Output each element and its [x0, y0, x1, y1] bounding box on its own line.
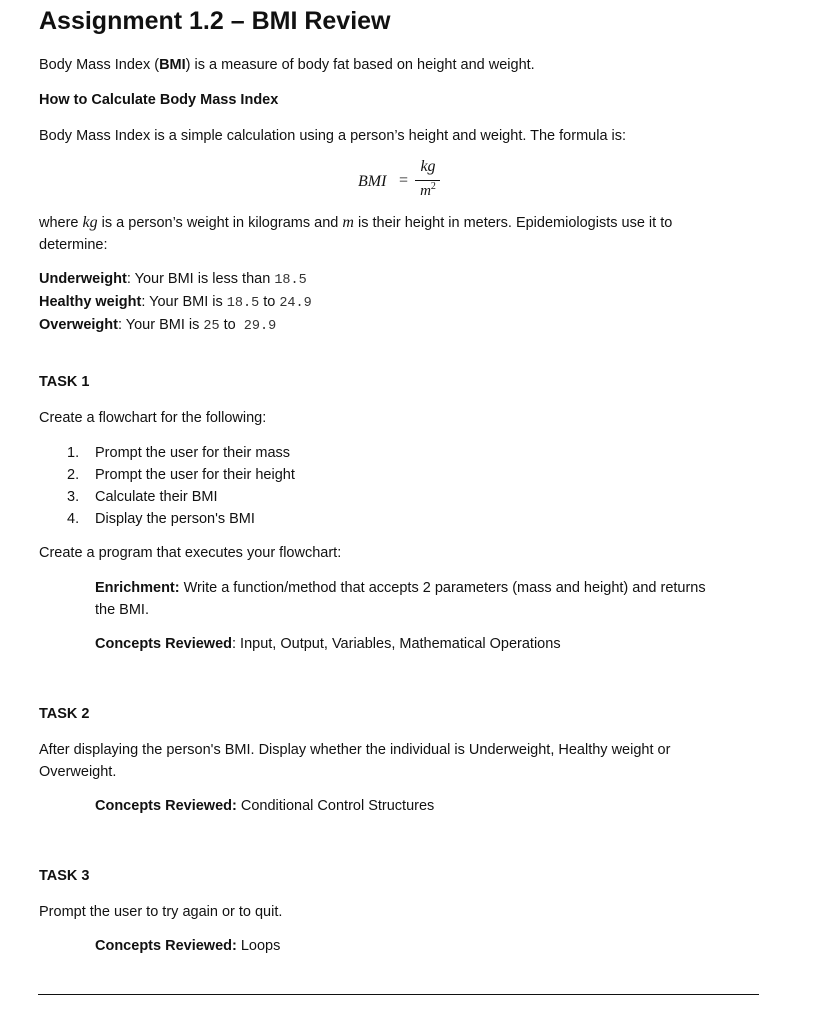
step-number: 1.: [67, 445, 80, 461]
category-label: Underweight: [39, 271, 127, 287]
concepts-label: Concepts Reviewed: [95, 636, 232, 652]
category-label: Healthy weight: [39, 294, 142, 310]
task2-line1: After displaying the person's BMI. Display whether the individual is Underweight, Healthy weight or: [39, 742, 671, 758]
where-paragraph: [39, 214, 672, 232]
bottom-rule: [38, 994, 759, 995]
step-number: 3.: [67, 489, 80, 505]
intro-bold: BMI: [159, 57, 186, 73]
formula-lhs: BMI: [358, 173, 387, 190]
task3-line1: Prompt the user to try again or to quit.: [39, 904, 283, 920]
category-text: : Your BMI is: [117, 317, 204, 333]
bmi-formula: [356, 160, 456, 200]
where-kg: kg: [82, 214, 98, 231]
where-m: m: [342, 214, 354, 231]
category-label: Overweight: [39, 317, 118, 333]
intro-paragraph: [39, 57, 535, 73]
category-overweight: [39, 317, 276, 334]
category-value-low: 25: [203, 319, 220, 334]
task3-concepts: [95, 938, 280, 954]
where-pre: where: [39, 215, 83, 231]
step-number: 2.: [67, 467, 80, 483]
formula-denominator-base: m: [420, 183, 431, 199]
formula-equals: =: [399, 172, 409, 189]
task3-heading: TASK 3: [39, 868, 90, 884]
enrichment-text: Write a function/method that accepts 2 parameters (mass and height) and returns: [179, 580, 706, 596]
formula-exponent: 2: [430, 181, 436, 192]
category-joiner: to: [219, 317, 244, 333]
intro-post: ) is a measure of body fat based on height and weight.: [185, 57, 535, 73]
step-text: Display the person's BMI: [95, 511, 255, 527]
intro-pre: Body Mass Index (: [39, 57, 160, 73]
category-value-high: 29.9: [243, 319, 277, 334]
where-post: is their height in meters. Epidemiologists use it to: [353, 215, 673, 231]
concepts-label: Concepts Reviewed:: [95, 938, 237, 954]
step-text: Prompt the user for their height: [95, 467, 295, 483]
enrichment-label: Enrichment:: [95, 580, 180, 596]
where-line2: determine:: [39, 237, 108, 253]
step-number: 4.: [67, 511, 80, 527]
task1-enrichment-line2: the BMI.: [95, 602, 149, 618]
category-underweight: [39, 271, 307, 288]
category-value-high: 24.9: [279, 296, 312, 311]
formula-denominator: [415, 181, 441, 200]
step-text: Calculate their BMI: [95, 489, 218, 505]
formula-intro: Body Mass Index is a simple calculation using a person’s height and weight. The formula is:: [39, 128, 627, 144]
task1-heading: TASK 1: [39, 374, 90, 390]
concepts-text: : Input, Output, Variables, Mathematical Operations: [232, 636, 561, 652]
category-value-low: 18.5: [274, 273, 307, 288]
page-title: Assignment 1.2 – BMI Review: [39, 7, 391, 35]
task1-enrichment: [95, 580, 706, 596]
category-value-low: 18.5: [226, 296, 260, 311]
task1-program: Create a program that executes your flowchart:: [39, 545, 342, 561]
task1-intro: Create a flowchart for the following:: [39, 410, 267, 426]
task2-line2: Overweight.: [39, 764, 117, 780]
task2-concepts: [95, 798, 434, 814]
how-to-heading: How to Calculate Body Mass Index: [39, 92, 279, 108]
task1-concepts: [95, 636, 561, 652]
concepts-text: Loops: [236, 938, 281, 954]
step-text: Prompt the user for their mass: [95, 445, 291, 461]
formula-numerator: kg: [420, 158, 436, 175]
concepts-label: Concepts Reviewed:: [95, 798, 237, 814]
category-text: : Your BMI is less than: [126, 271, 275, 287]
concepts-text: Conditional Control Structures: [236, 798, 435, 814]
category-joiner: to: [259, 294, 280, 310]
where-mid: is a person’s weight in kilograms and: [97, 215, 343, 231]
category-text: : Your BMI is: [141, 294, 227, 310]
category-healthy: [39, 294, 312, 311]
task2-heading: TASK 2: [39, 706, 90, 722]
